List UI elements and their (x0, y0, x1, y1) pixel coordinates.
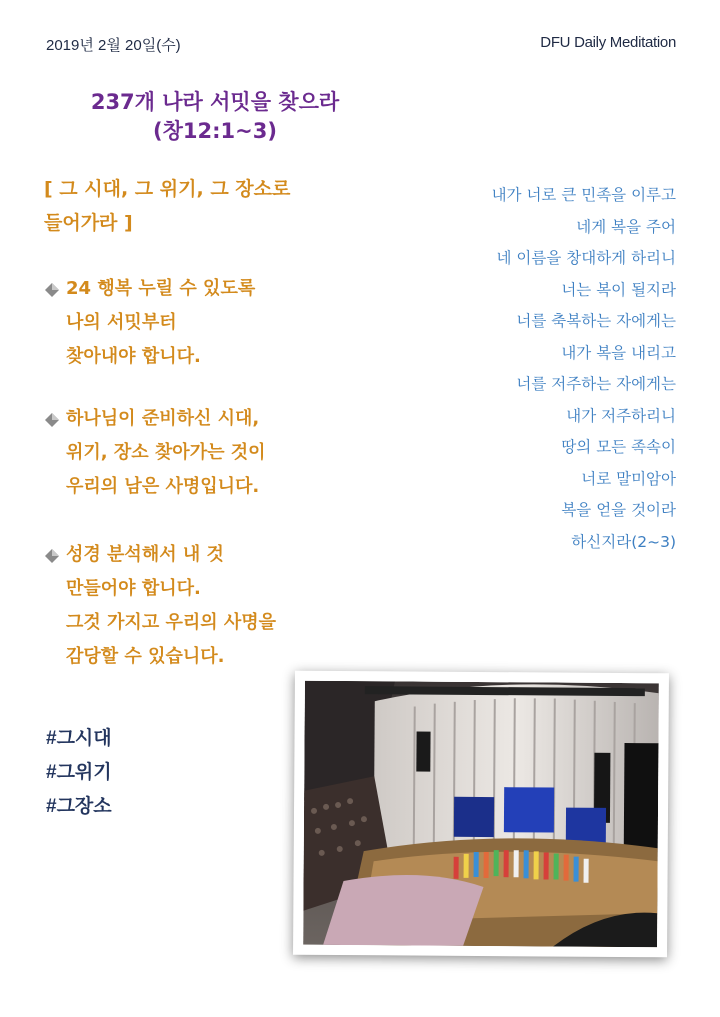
verse-line: 너는 복이 될지라 (561, 280, 676, 299)
hashtag: #그장소 (46, 796, 112, 817)
page-title (40, 88, 390, 146)
scripture-verse (376, 180, 676, 558)
hashtag: #그시대 (46, 728, 112, 749)
concert-hall-photo (303, 681, 659, 947)
heading-line-2: 들어가라 ] (44, 212, 133, 234)
section-heading (44, 172, 344, 240)
verse-line: 너를 저주하는 자에게는 (516, 375, 676, 393)
bullet-3-line-1: 성경 분석해서 내 것 (66, 544, 224, 565)
post-date: 2019년 2월 20일(수) (46, 37, 181, 54)
verse-line: 땅의 모든 족속이 (561, 438, 676, 456)
bullet-2-line-2: 위기, 장소 찾아가는 것이 (66, 442, 266, 463)
diamond-bullet-icon (44, 412, 60, 428)
verse-line: 너로 말미암아 (581, 469, 676, 488)
verse-line: 네 이름을 창대하게 하리니 (496, 249, 676, 267)
bullet-1-line-3: 찾아내야 합니다. (66, 346, 201, 367)
photo-frame (293, 671, 669, 958)
bullet-3-line-4: 감당할 수 있습니다. (66, 646, 225, 667)
verse-line: 내가 너로 큰 민족을 이루고 (491, 186, 676, 204)
verse-line: 하신지라(2~3) (571, 532, 676, 551)
diamond-bullet-icon (44, 548, 60, 564)
verse-line: 내가 복을 내리고 (561, 343, 676, 362)
bullet-2-line-3: 우리의 남은 사명입니다. (66, 476, 260, 497)
heading-line-1: [ 그 시대, 그 위기, 그 장소로 (44, 178, 291, 200)
title-line-1: 237개 나라 서밋을 찾으라 (90, 90, 340, 114)
title-line-2: (창12:1~3) (153, 119, 277, 143)
bullet-2 (44, 402, 364, 504)
hashtag-list (46, 722, 112, 824)
bullet-3 (44, 538, 364, 674)
diamond-bullet-icon (44, 282, 60, 298)
bullet-1-line-1: 24 행복 누릴 수 있도록 (66, 278, 256, 299)
brand-name: DFU Daily Meditation (540, 34, 676, 51)
bullet-1-line-2: 나의 서밋부터 (66, 312, 177, 333)
bullet-1 (44, 272, 364, 374)
verse-line: 내가 저주하리니 (566, 406, 676, 425)
bullet-2-line-1: 하나님이 준비하신 시대, (66, 408, 260, 429)
verse-line: 네게 복을 주어 (576, 217, 676, 236)
bullet-3-line-2: 만들어야 합니다. (66, 578, 201, 599)
hashtag: #그위기 (46, 762, 112, 783)
verse-line: 너를 축복하는 자에게는 (516, 312, 676, 330)
bullet-3-line-3: 그것 가지고 우리의 사명을 (66, 612, 277, 633)
verse-line: 복을 얻을 것이라 (561, 501, 676, 519)
